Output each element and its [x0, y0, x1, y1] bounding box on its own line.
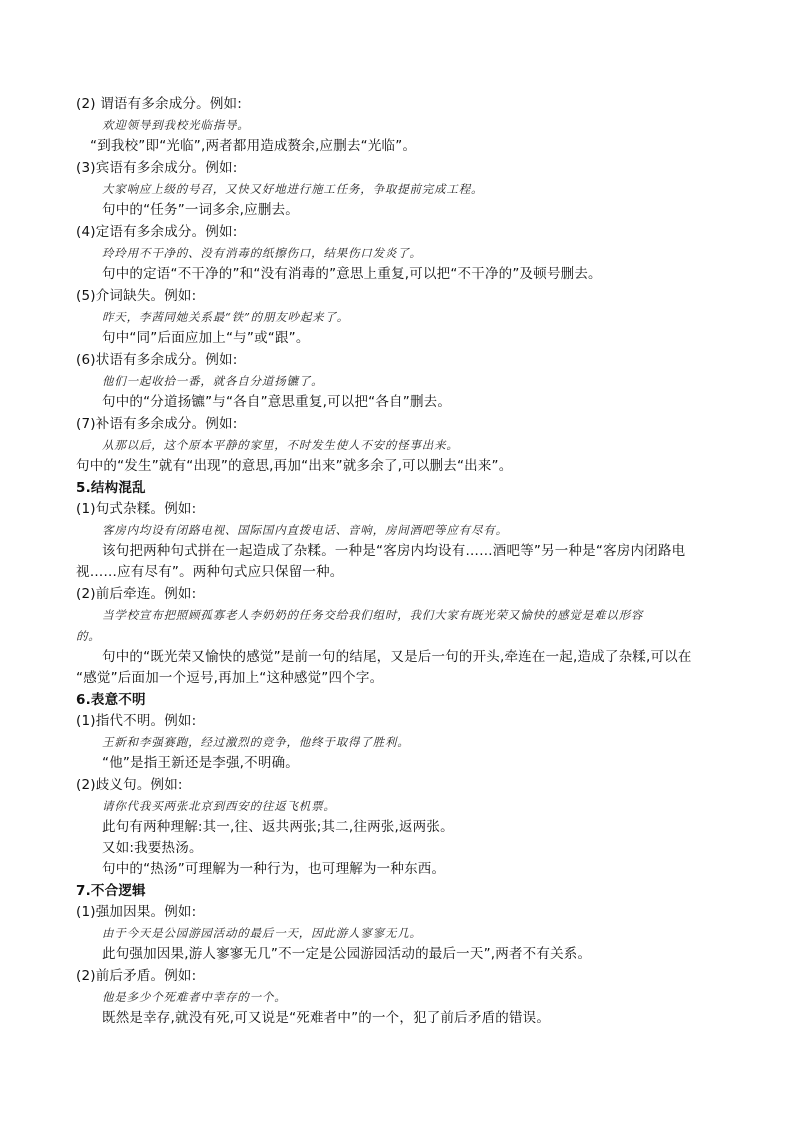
subsection-label: (5)介词缺失。例如:: [76, 288, 197, 304]
subsection-label: (2)前后牵连。例如:: [76, 586, 197, 602]
explanation-text: 既然是幸存,就没有死,可又说是“死难者中”的一个，犯了前后矛盾的错误。: [102, 1010, 551, 1026]
explanation-text: 句中的“发生”就有“出现”的意思,再加“出来”就多余了,可以删去“出来”。: [76, 458, 513, 474]
explanation-text: 句中的“热汤”可理解为一种行为，也可理解为一种东西。: [102, 861, 446, 877]
explanation-text: 又如:我要热汤。: [102, 840, 203, 856]
explanation-text: 句中的“任务”一词多余,应删去。: [102, 202, 299, 218]
example-sentence: 从那以后，这个原本平静的家里，不时发生使人不安的怪事出来。: [102, 438, 459, 452]
example-sentence: 王新和李强赛跑，经过激烈的竞争，他终于取得了胜利。: [102, 735, 410, 749]
subsection-label: (4)定语有多余成分。例如:: [76, 224, 238, 240]
explanation-text: 句中“同”后面应加上“与”或“跟”。: [102, 330, 310, 346]
example-sentence: 大家响应上级的号召，又快又好地进行施工任务，争取提前完成工程。: [102, 182, 484, 196]
example-sentence: 玲玲用不干净的、没有消毒的纸擦伤口，结果伤口发炎了。: [102, 246, 422, 260]
explanation-text: 句中的“既光荣又愉快的感觉”是前一句的结尾，又是后一句的开头,牵连在一起,造成了杂糅,可以在: [102, 649, 692, 665]
section-heading: 5.结构混乱: [76, 480, 146, 496]
subsection-label: (2) 谓语有多余成分。例如:: [76, 96, 242, 112]
subsection-label: (1)指代不明。例如:: [76, 713, 197, 729]
explanation-text: 该句把两种句式拼在一起造成了杂糅。一种是“客房内均设有……酒吧等”另一种是“客房内闭路电: [102, 543, 686, 559]
explanation-text: “他”是指王新还是李强,不明确。: [102, 755, 299, 771]
example-sentence: 他们一起收拾一番，就各自分道扬镳了。: [102, 374, 324, 388]
subsection-label: (2)前后矛盾。例如:: [76, 968, 197, 984]
example-sentence: 昨天，李茜同她关系最“铁”的朋友吵起来了。: [102, 310, 350, 324]
explanation-text: 视……应有尽有”。两种句式应只保留一种。: [76, 564, 344, 580]
example-sentence: 的。: [76, 629, 101, 643]
example-sentence: 当学校宣布把照顾孤寡老人李奶奶的任务交给我们组时，我们大家有既光荣又愉快的感觉是难以形容: [102, 608, 644, 622]
example-sentence: 请你代我买两张北京到西安的往返飞机票。: [102, 799, 336, 813]
example-sentence: 他是多少个死难者中幸存的一个。: [102, 990, 287, 1004]
subsection-label: (1)句式杂糅。例如:: [76, 501, 197, 517]
subsection-label: (1)强加因果。例如:: [76, 904, 197, 920]
example-sentence: 由于今天是公园游园活动的最后一天，因此游人寥寥无几。: [102, 926, 422, 940]
explanation-text: 此句强加因果,游人寥寥无几”不一定是公园游园活动的最后一天”,两者不有关系。: [102, 946, 592, 962]
explanation-text: 句中的“分道扬镳”与“各自”意思重复,可以把“各自”删去。: [102, 394, 452, 410]
explanation-text: 句中的定语“不干净的”和“没有消毒的”意思上重复,可以把“不干净的”及顿号删去。: [102, 266, 602, 282]
section-heading: 7.不合逻辑: [76, 883, 146, 899]
example-sentence: 欢迎领导到我校光临指导。: [102, 118, 250, 132]
subsection-label: (6)状语有多余成分。例如:: [76, 352, 238, 368]
subsection-label: (7)补语有多余成分。例如:: [76, 416, 238, 432]
section-heading: 6.表意不明: [76, 692, 146, 708]
explanation-text: “感觉”后面加一个逗号,再加上“这种感觉”四个字。: [76, 670, 384, 686]
subsection-label: (2)歧义句。例如:: [76, 777, 183, 793]
subsection-label: (3)宾语有多余成分。例如:: [76, 160, 238, 176]
explanation-text: 此句有两种理解:其一,往、返共两张;其二,往两张,返两张。: [102, 819, 454, 835]
example-sentence: 客房内均设有闭路电视、国际国内直拨电话、音响，房间酒吧等应有尽有。: [102, 523, 508, 537]
explanation-text: “到我校”即“光临”,两者都用造成赘余,应删去“光临”。: [90, 138, 417, 154]
